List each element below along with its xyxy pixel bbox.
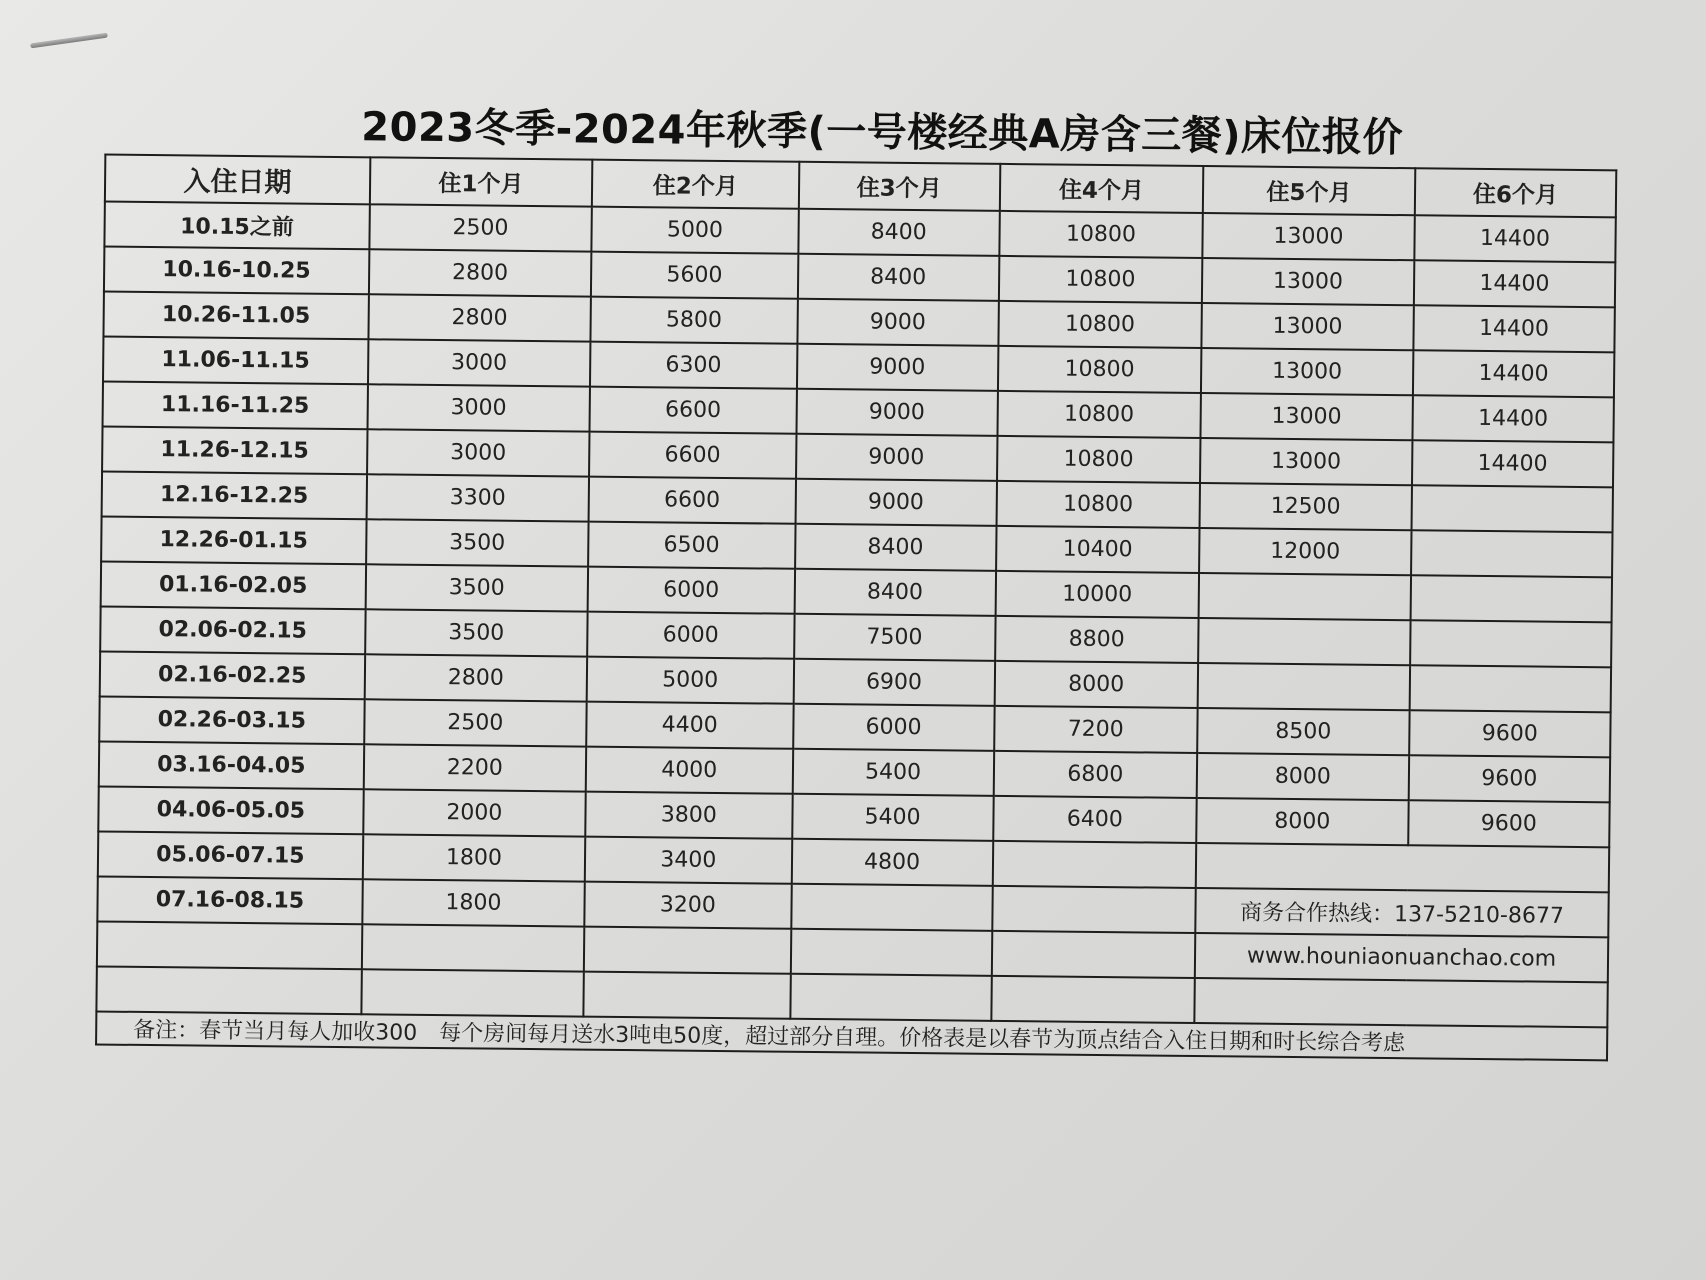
price-cell: 10800 [998,346,1202,393]
row-date: 02.06-02.15 [100,607,365,655]
price-cell: 3300 [366,474,589,521]
price-cell: 10800 [998,301,1202,348]
header-4-months: 住4个月 [1000,164,1204,213]
price-cell: 9600 [1408,800,1610,847]
price-cell [992,886,1196,933]
price-cell [1409,665,1611,712]
empty-cell [584,927,791,974]
empty-cell [790,929,992,976]
price-sheet [45,95,1650,1092]
price-cell: 2800 [368,294,591,341]
note-text: 备注：春节当月每人加收300 每个房间每月送水3吨电50度，超过部分自理。价格表是以春节为顶点结合入住日期和时长综合考虑 [96,1011,1607,1060]
price-cell: 6600 [589,477,796,524]
empty-cell [1194,978,1607,1027]
price-cell [1411,530,1613,577]
price-cell: 6000 [587,612,794,659]
price-cell [1198,663,1410,710]
price-cell: 10400 [996,526,1200,573]
row-date: 10.16-10.25 [104,247,369,295]
price-cell: 1800 [363,834,586,881]
price-cell [791,884,993,931]
price-cell: 14400 [1413,350,1615,397]
price-cell: 10800 [999,211,1203,258]
price-cell: 8400 [797,254,999,301]
price-cell: 9000 [796,344,998,391]
row-date: 10.15之前 [104,202,369,250]
price-cell: 9000 [797,299,999,346]
price-cell: 2800 [369,249,592,296]
price-cell: 8000 [994,661,1198,708]
price-cell: 6900 [793,659,995,706]
price-cell: 8400 [794,569,996,616]
price-cell: 2800 [364,654,587,701]
price-cell [1199,573,1411,620]
price-cell: 3500 [366,519,589,566]
header-5-months: 住5个月 [1203,166,1415,215]
price-table [95,154,1617,1062]
price-cell: 8000 [1197,753,1409,800]
price-cell: 13000 [1200,438,1412,485]
staple [30,33,108,49]
price-cell: 10000 [995,571,1199,618]
price-cell: 6400 [993,796,1197,843]
price-cell: 6500 [588,522,795,569]
price-cell: 2000 [363,789,586,836]
price-cell: 13000 [1202,213,1414,260]
price-cell: 4400 [586,702,793,749]
price-cell [1198,618,1410,665]
row-date: 02.16-02.25 [100,652,365,700]
price-cell: 6600 [590,387,797,434]
row-date: 05.06-07.15 [98,831,363,879]
price-cell: 14400 [1414,260,1616,307]
price-cell: 5600 [591,252,798,299]
price-cell: 8800 [995,616,1199,663]
row-date: 11.26-12.15 [102,427,367,475]
header-3-months: 住3个月 [798,162,1000,211]
price-cell: 8400 [798,209,1000,256]
price-cell [992,841,1196,888]
price-cell: 6300 [590,342,797,389]
empty-cell [96,966,361,1014]
price-cell: 10800 [997,436,1201,483]
price-cell: 2200 [363,744,586,791]
business-hotline: 商务合作热线：137-5210-8677 [1195,888,1608,937]
price-cell: 8000 [1196,798,1408,845]
price-cell: 8400 [795,524,997,571]
price-cell: 9000 [796,434,998,481]
price-cell [1410,620,1612,667]
empty-cell [790,974,992,1021]
price-cell: 14400 [1412,440,1614,487]
price-cell: 9600 [1409,710,1611,757]
price-cell: 13000 [1202,258,1414,305]
empty-cell [991,976,1195,1023]
price-cell: 7200 [994,706,1198,753]
empty-cell [992,931,1196,978]
price-cell: 2500 [369,204,592,251]
price-cell: 2500 [364,699,587,746]
price-cell: 4000 [586,747,793,794]
price-cell: 3400 [585,837,792,884]
price-cell: 10800 [999,256,1203,303]
merged-empty-cell [1196,843,1609,892]
price-cell: 14400 [1412,395,1614,442]
price-cell: 3200 [584,882,791,929]
row-date: 04.06-05.05 [98,786,363,834]
price-cell: 12000 [1199,528,1411,575]
price-cell: 4800 [791,839,993,886]
header-6-months: 住6个月 [1415,168,1617,217]
price-cell: 13000 [1201,348,1413,395]
row-date: 12.26-01.15 [101,517,366,565]
price-cell: 5800 [591,297,798,344]
price-cell: 9000 [795,479,997,526]
row-date: 10.26-11.05 [103,292,368,340]
price-cell: 3000 [368,339,591,386]
price-cell: 9000 [796,389,998,436]
price-cell: 6800 [993,751,1197,798]
price-cell: 13000 [1200,393,1412,440]
price-cell: 6600 [589,432,796,479]
price-cell: 5400 [792,749,994,796]
row-date: 11.16-11.25 [103,382,368,430]
empty-cell [362,924,585,971]
price-cell: 6000 [793,704,995,751]
row-date: 03.16-04.05 [99,741,364,789]
row-date: 01.16-02.05 [101,562,366,610]
row-date: 12.16-12.25 [102,472,367,520]
row-date: 07.16-08.15 [97,876,362,924]
price-cell: 6000 [588,567,795,614]
header-1-month: 住1个月 [370,157,593,206]
price-cell: 3500 [365,564,588,611]
price-cell: 9600 [1408,755,1610,802]
price-cell: 1800 [362,879,585,926]
price-cell: 13000 [1201,303,1413,350]
price-cell: 14400 [1413,305,1615,352]
sheet-title: 2023冬季-2024年秋季(一号楼经典A房含三餐)床位报价 [361,104,1404,162]
website-url: www.houniaonuanchao.com [1195,933,1608,982]
price-cell: 10800 [996,481,1200,528]
price-cell: 5000 [591,207,798,254]
price-cell [1410,575,1612,622]
price-cell: 7500 [794,614,996,661]
price-cell: 5400 [792,794,994,841]
price-cell: 3000 [367,384,590,431]
price-cell: 12500 [1200,483,1412,530]
price-cell: 3800 [585,792,792,839]
price-cell: 3000 [367,429,590,476]
row-date: 11.06-11.15 [103,337,368,385]
price-cell: 3500 [365,609,588,656]
price-cell: 10800 [997,391,1201,438]
empty-cell [583,972,790,1019]
row-date: 02.26-03.15 [99,697,364,745]
header-2-months: 住2个月 [592,160,799,209]
price-cell: 14400 [1414,215,1616,262]
price-cell: 8500 [1197,708,1409,755]
empty-cell [97,921,362,969]
price-cell [1411,485,1613,532]
header-checkin-date: 入住日期 [105,155,370,205]
price-cell: 5000 [587,657,794,704]
empty-cell [361,969,584,1016]
